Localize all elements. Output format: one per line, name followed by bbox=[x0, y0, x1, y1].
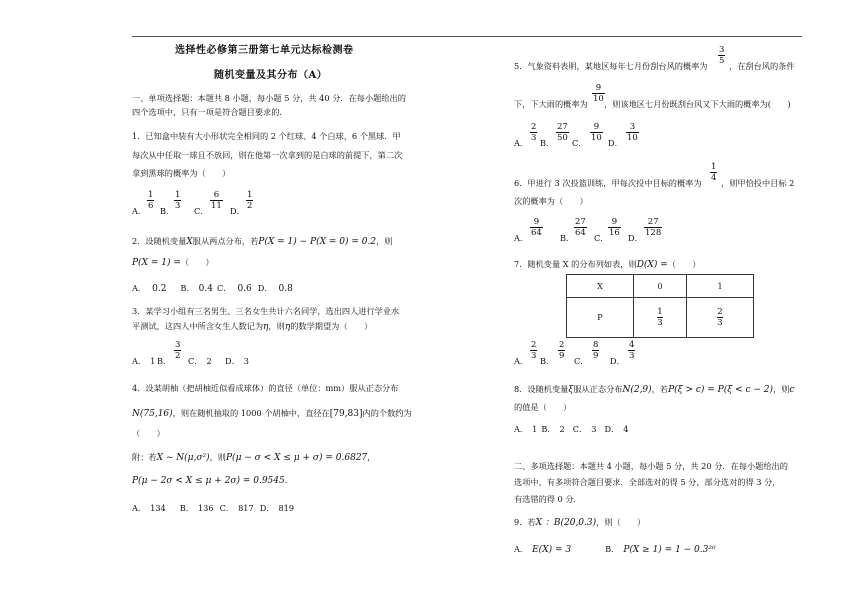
q7-distribution-table bbox=[566, 274, 754, 338]
exam-title: 选择性必修第三册第七单元达标检测卷 bbox=[175, 45, 354, 56]
q7-option-d-label: D． bbox=[610, 356, 625, 366]
q5-line1a: 5．气象资料表明，某地区每年七月份刮台风的概率为 bbox=[514, 61, 708, 71]
q1-option-a-fraction: 1 6 bbox=[148, 190, 154, 211]
q2-line2: P(X = 1) =（ ） bbox=[132, 257, 214, 268]
section1-line1: 一、单项选择题：本题共 8 小题，每小题 5 分，共 40 分．在每小题给出的 bbox=[132, 93, 406, 103]
q4-line2: N(75,16)，则在随机抽取的 1000 个胡柚中，直径在[79,83]内的个数约为 bbox=[132, 408, 412, 419]
q4-note-line1: 附：若X ~ N(μ,σ²)，则P(μ − σ < X ≤ μ + σ) = 0.6827， bbox=[132, 452, 376, 463]
q3-option-b-label: B． bbox=[157, 356, 172, 366]
q1-option-c-label: C． bbox=[194, 206, 209, 216]
q5-fraction-1: 3 5 bbox=[719, 45, 725, 66]
q4-options: A． 134 B． 136 C． 817 D． 819 bbox=[132, 503, 295, 513]
q7-table-p2: $\frac{2}{3}$ bbox=[687, 298, 754, 338]
q6-option-c-fraction: 9 16 bbox=[609, 217, 620, 238]
q1-option-a-label: A． bbox=[132, 206, 147, 216]
top-rule bbox=[132, 36, 802, 37]
q1-option-b-label: B． bbox=[160, 206, 175, 216]
q4-note-line2: P(μ − 2σ < X ≤ μ + 2σ) = 0.9545． bbox=[132, 475, 293, 486]
section2-line3: 有选错的得 0 分． bbox=[514, 494, 582, 504]
q1-option-d-label: D． bbox=[230, 206, 245, 216]
q3-line1: 3．某学习小组有三名男生、三名女生共计六名同学，选出四人进行学业水 bbox=[132, 306, 400, 316]
q6-option-a-label: A． bbox=[514, 233, 529, 243]
section1-line2: 四个选项中，只有一项是符合题目要求的． bbox=[132, 107, 288, 117]
q7-table-header-x: X bbox=[567, 275, 634, 298]
q5-option-b-label: B． bbox=[540, 138, 555, 148]
q9-line1: 9．若X ：B(20,0.3)，则（ ） bbox=[514, 517, 646, 528]
q6-option-b-fraction: 27 64 bbox=[575, 217, 586, 238]
q5-option-b-fraction: 27 50 bbox=[557, 122, 568, 143]
q3-line2: 平测试，这四人中所含女生人数记为η，则η的数学期望为（ ） bbox=[132, 321, 373, 332]
q6-option-d-label: D． bbox=[628, 233, 643, 243]
q3-option-c: C． 2 bbox=[188, 356, 212, 366]
q6-option-d-fraction: 27 128 bbox=[645, 217, 662, 238]
q7-option-a-label: A． bbox=[514, 356, 529, 366]
q4-line1: 4．设某胡柚（把胡柚近似看成球体）的直径（单位：mm）服从正态分布 bbox=[132, 383, 399, 393]
q2-line1: 2．设随机变量X服从两点分布，若P(X = 1) − P(X = 0) = 0.2，则 bbox=[132, 236, 393, 247]
q5-option-d-fraction: 3 10 bbox=[627, 122, 638, 143]
q5-option-d-label: D． bbox=[608, 138, 623, 148]
q7-option-b-label: B． bbox=[540, 356, 555, 366]
q6-fraction: 1 4 bbox=[711, 162, 717, 183]
section2-line1: 二、多项选择题：本题共 4 小题，每小题 5 分，共 20 分．在每小题给出的 bbox=[514, 461, 788, 471]
q7-option-c-fraction: 8 9 bbox=[593, 340, 599, 361]
q7-line1: 7．随机变量 X 的分布列如表，则D(X) =（ ） bbox=[514, 259, 701, 270]
q6-option-a-fraction: 9 64 bbox=[531, 217, 542, 238]
q7-option-b-fraction: 2 9 bbox=[559, 340, 565, 361]
q5-option-a-label: A． bbox=[514, 138, 529, 148]
q7-option-a-fraction: 2 3 bbox=[531, 340, 537, 361]
q7-option-d-fraction: 4 3 bbox=[629, 340, 635, 361]
q9-options: A． E(X) = 3 B． P(X ≥ 1) = 1 − 0.3²⁰ bbox=[514, 544, 716, 555]
q1-option-b-fraction: 1 3 bbox=[175, 190, 181, 211]
section2-line2: 选项中，有多项符合题目要求．全部选对的得 5 分，部分选对的得 3 分， bbox=[514, 477, 781, 487]
q5-line2b: ，则该地区七月份既刮台风又下大雨的概率为( ) bbox=[604, 99, 791, 109]
q6-option-b-label: B． bbox=[560, 233, 575, 243]
q7-table-header-1: 1 bbox=[687, 275, 754, 298]
q3-option-d: D． 3 bbox=[225, 356, 249, 366]
q8-options: A． 1 B． 2 C． 3 D． 4 bbox=[514, 424, 629, 434]
q7-table-p1: $\frac{1}{3}$ bbox=[634, 298, 687, 338]
q1-option-d-fraction: 1 2 bbox=[247, 190, 253, 211]
q5-option-a-fraction: 2 3 bbox=[531, 122, 537, 143]
q6-line1b: ，则甲恰投中目标 2 bbox=[721, 178, 795, 188]
q5-option-c-fraction: 9 10 bbox=[591, 122, 602, 143]
q7-table-row-p: P bbox=[567, 298, 634, 338]
q1-line1: 1．已知盒中装有大小形状完全相同的 2 个红球、4 个白球、6 个黑球．甲 bbox=[132, 131, 401, 141]
q8-line1: 8．设随机变量ξ服从正态分布N(2,9)，若P(ξ > c) = P(ξ < c − 2)，则c bbox=[514, 384, 795, 395]
q4-paren: （ ） bbox=[132, 428, 165, 438]
q7-option-c-label: C． bbox=[574, 356, 589, 366]
q6-option-c-label: C． bbox=[594, 233, 609, 243]
q6-line2: 次的概率为（ ） bbox=[514, 196, 588, 206]
q5-line1b: ，在刮台风的条件 bbox=[729, 61, 795, 71]
q1-line2: 每次从中任取一球且不放回，则在他第一次拿到的是白球的前提下，第二次 bbox=[132, 150, 403, 160]
q1-line3: 拿到黑球的概率为（ ） bbox=[132, 168, 231, 178]
q5-option-c-label: C． bbox=[572, 138, 587, 148]
q3-option-b-fraction: 3 2 bbox=[175, 340, 181, 361]
q8-line2: 的值是（ ） bbox=[514, 402, 572, 412]
exam-subtitle: 随机变量及其分布（A） bbox=[214, 70, 328, 81]
q6-line1a: 6．甲进行 3 次投篮训练，甲每次投中目标的概率为 bbox=[514, 178, 702, 188]
q5-line2a: 下，下大雨的概率为 bbox=[514, 99, 588, 109]
q3-option-a: A． 1 bbox=[132, 356, 156, 366]
q2-options: A． 0.2 B． 0.4 C． 0.6 D． 0.8 bbox=[132, 283, 293, 294]
q5-fraction-2: 9 10 bbox=[593, 83, 604, 104]
q7-table-header-0: 0 bbox=[634, 275, 687, 298]
q1-option-c-fraction: 6 11 bbox=[211, 190, 222, 211]
